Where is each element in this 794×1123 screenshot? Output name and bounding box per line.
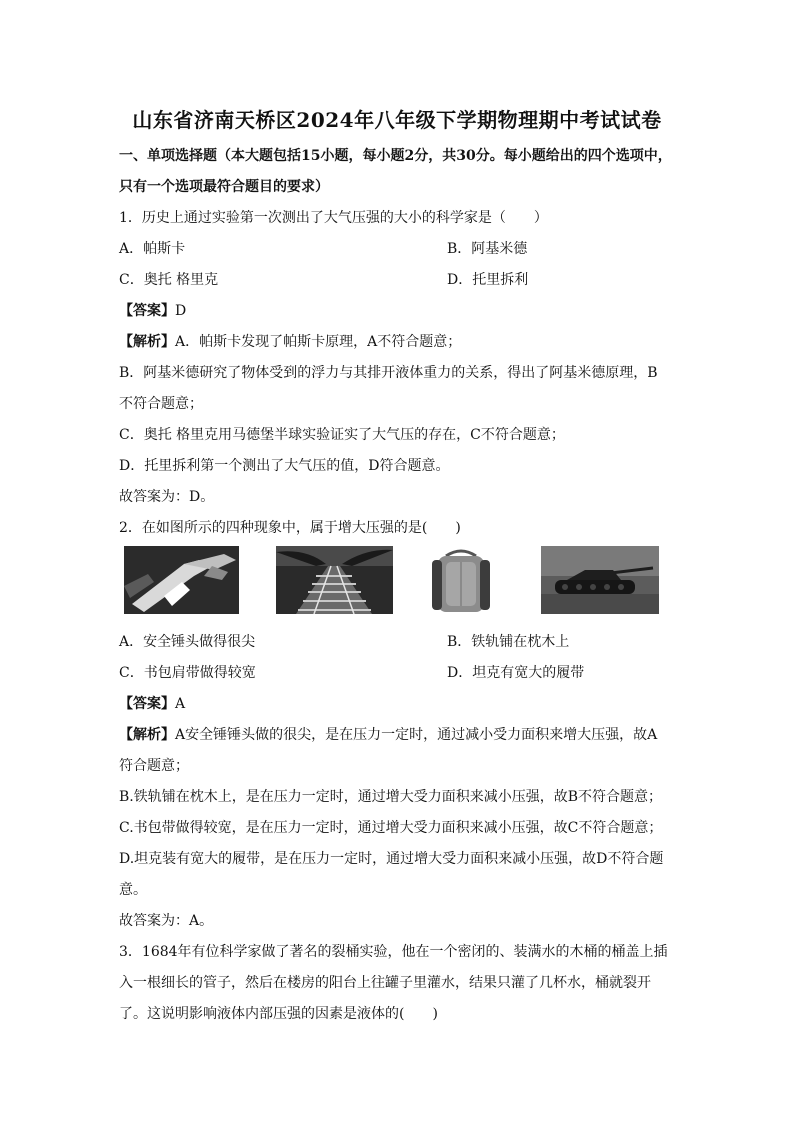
answer-value: A [175,696,186,712]
q2-conclusion: 故答案为：A。 [119,913,214,929]
q1-stem: 1．历史上通过实验第一次测出了大气压强的大小的科学家是（ ） [119,210,548,226]
q2-analysis-line: C.书包带做得较宽，是在压力一定时，通过增大受力面积来减小压强，故C不符合题意； [119,820,663,836]
q2-analysis-line: B.铁轨铺在枕木上，是在压力一定时，通过增大受力面积来减小压强，故B不符合题意； [119,789,663,805]
q1-analysis-text: A．帕斯卡发现了帕斯卡原理，A不符合题意； [175,334,462,350]
q1-option-b: B．阿基米德 [447,241,528,257]
section-heading-line1: 一、单项选择题（本大题包括15小题，每小题2分，共30分。每小题给出的四个选项中， [119,148,672,164]
railroad-tracks-image [276,546,393,614]
q2-analysis-text: A安全锤锤头做的很尖，是在压力一定时，通过减小受力面积来增大压强，故A [175,727,658,743]
page-title: 山东省济南天桥区2024年八年级下学期物理期中考试试卷 [132,108,662,132]
safety-hammer-image [124,546,239,614]
q1-option-c: C．奥托 格里克 [119,272,219,288]
q1-analysis-line: C．奥托 格里克用马德堡半球实验证实了大气压的存在，C不符合题意； [119,427,565,443]
q1-answer [119,302,186,320]
q2-answer [119,695,185,713]
q3-stem-line: 入一根细长的管子，然后在楼房的阳台上往罐子里灌水，结果只灌了几杯水，桶就裂开 [119,975,651,991]
q2-analysis-line [119,726,657,744]
q2-stem: 2．在如图所示的四种现象中，属于增大压强的是( ) [119,520,461,536]
answer-tag: 【答案】 [119,696,175,712]
analysis-tag: 【解析】 [119,727,175,743]
analysis-tag: 【解析】 [119,334,175,350]
tank-image [541,546,659,614]
q2-option-c: C．书包肩带做得较宽 [119,665,256,681]
q3-stem-line: 了。这说明影响液体内部压强的因素是液体的( ) [119,1006,438,1022]
q1-option-a: A．帕斯卡 [119,241,186,257]
q1-analysis-line: 不符合题意； [119,396,203,412]
q2-analysis-line: 意。 [119,882,147,898]
q3-stem-line: 3．1684年有位科学家做了著名的裂桶实验，他在一个密闭的、装满水的木桶的桶盖上插 [119,944,668,960]
q2-option-d: D．坦克有宽大的履带 [447,665,585,681]
answer-tag: 【答案】 [119,303,175,319]
q2-analysis-line: D.坦克装有宽大的履带，是在压力一定时，通过增大受力面积来减小压强，故D不符合题 [119,851,664,867]
q1-analysis-line [119,333,461,351]
q1-option-d: D．托里拆利 [447,272,529,288]
q2-option-a: A．安全锤头做得很尖 [119,634,256,650]
q1-analysis-line: B．阿基米德研究了物体受到的浮力与其排开液体重力的关系，得出了阿基米德原理，B [119,365,658,381]
answer-value: D [175,303,187,319]
q2-analysis-line: 符合题意； [119,758,189,774]
section-heading-line2: 只有一个选项最符合题目的要求） [119,179,329,195]
q1-analysis-line: D．托里拆利第一个测出了大气压的值，D符合题意。 [119,458,450,474]
q1-conclusion: 故答案为：D。 [119,489,215,505]
q2-option-b: B．铁轨铺在枕木上 [447,634,570,650]
backpack-image [416,546,506,614]
